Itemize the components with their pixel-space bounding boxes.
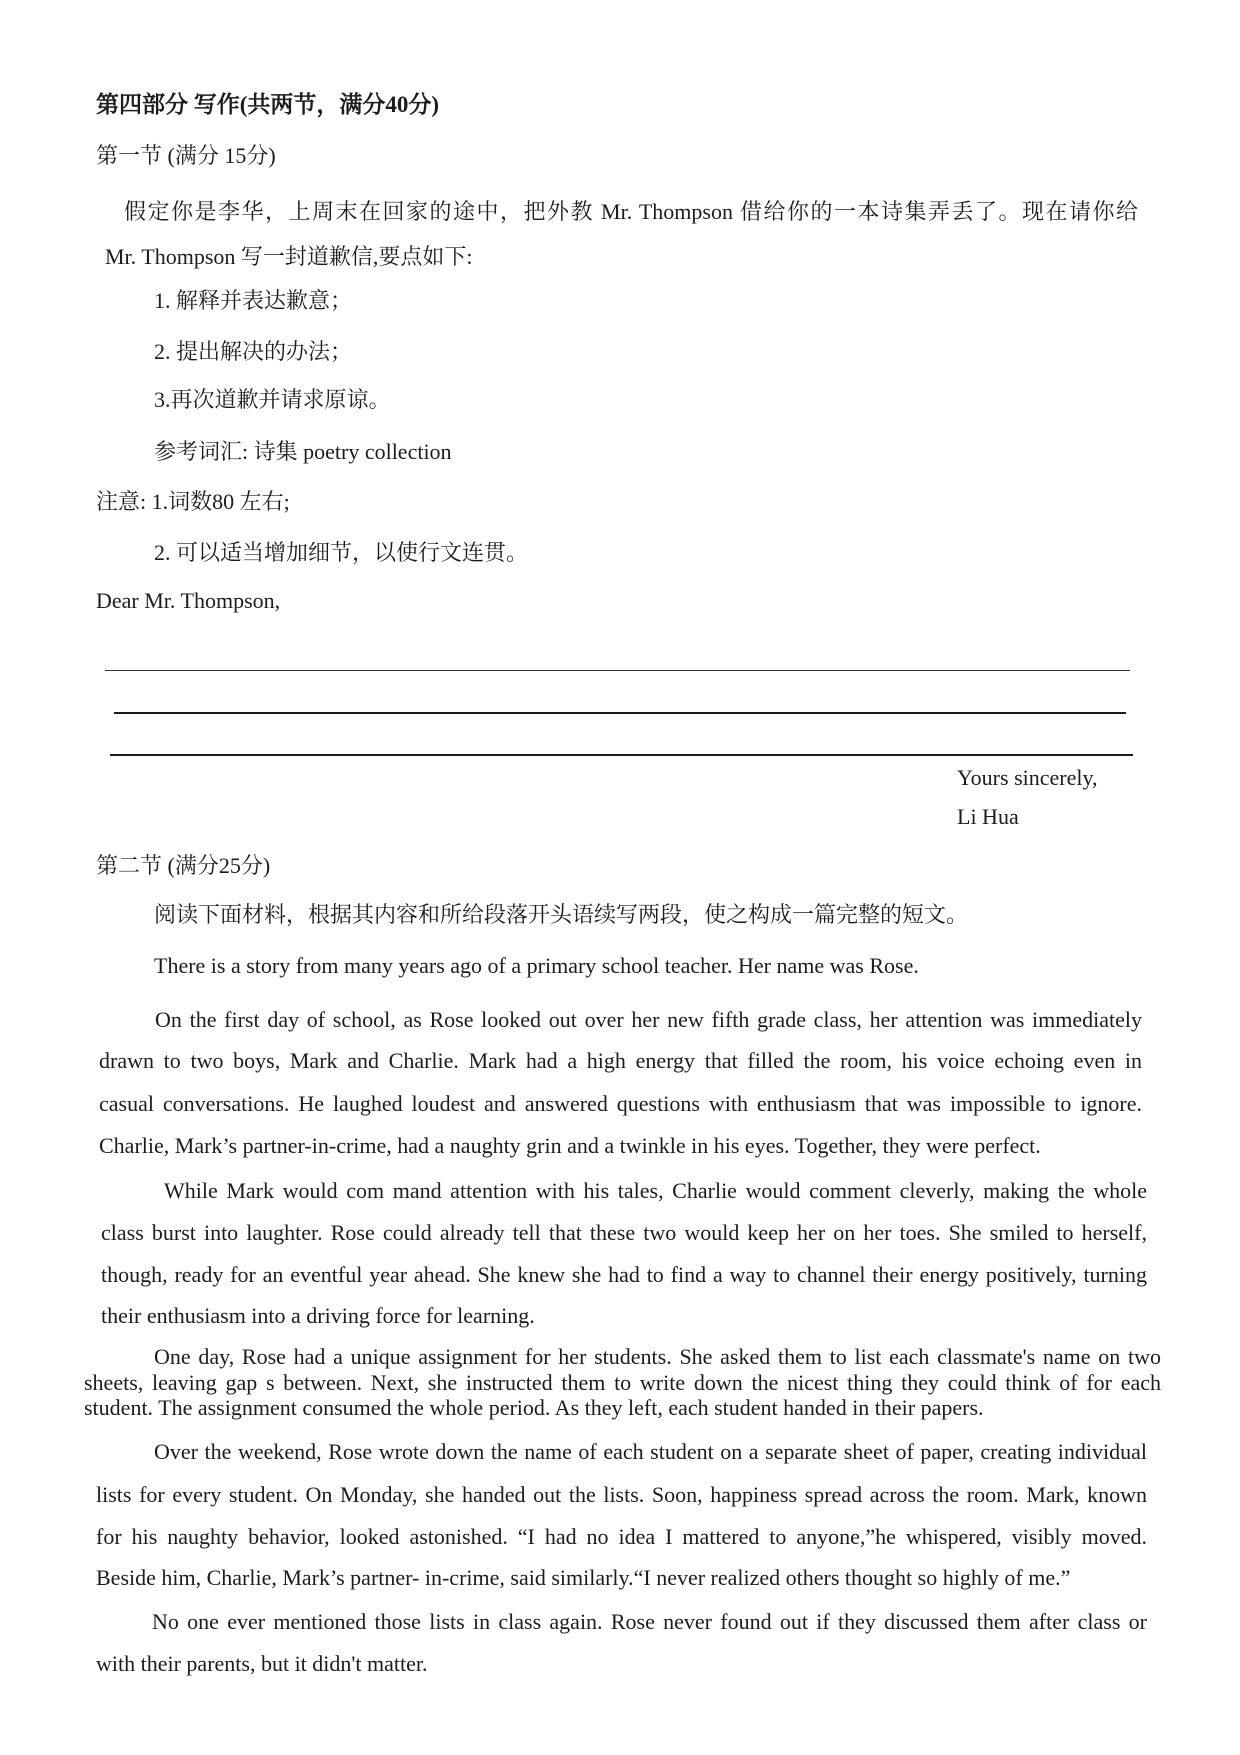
paragraph-line: lists for every student. On Monday, she handed out the lists. Soon, happiness spread across the room. Mark, known [96,1482,1147,1507]
answer-line [114,712,1126,714]
section-2-instruction: 阅读下面材料，根据其内容和所给段落开头语续写两段，使之构成一篇完整的短文。 [154,902,969,927]
paragraph-line: On the first day of school, as Rose looked out over her new fifth grade class, her attention was immediately [155,1007,1142,1032]
note-item: 2. 可以适当增加细节，以使行文连贯。 [154,540,529,565]
note-item: 注意: 1.词数80 左右; [96,489,290,514]
requirement-item: 2. 提出解决的办法； [154,339,353,364]
paragraph-line: No one ever mentioned those lists in class again. Rose never found out if they discussed them after class or [152,1609,1147,1634]
section-2-title: 第二节 (满分25分) [96,853,271,878]
paragraph-line: their enthusiasm into a driving force for learning. [101,1303,535,1328]
paragraph-line: Beside him, Charlie, Mark’s partner- in-crime, said similarly.“I never realized others thought so highly of me.” [96,1565,1071,1590]
answer-line [105,670,1130,671]
answer-line [110,754,1133,756]
paragraph-line: casual conversations. He laughed loudest and answered questions with enthusiasm that was impossible to ignore. [99,1091,1142,1116]
prompt-line: Mr. Thompson 写一封道歉信,要点如下: [105,244,473,269]
paragraph-line: drawn to two boys, Mark and Charlie. Mark had a high energy that filled the room, his voice echoing even in [99,1048,1142,1073]
paragraph-line: Over the weekend, Rose wrote down the name of each student on a separate sheet of paper, creating individual [154,1439,1147,1464]
requirement-item: 1. 解释并表达歉意； [154,288,353,313]
paragraph-line: for his naughty behavior, looked astonished. “I had no idea I mattered to anyone,”he whispered, visibly moved. [96,1524,1147,1549]
paragraph-line: with their parents, but it didn't matter. [96,1651,428,1676]
paragraph-line: sheets, leaving gap s between. Next, she instructed them to write down the nicest thing they could think of for each [84,1370,1161,1395]
paragraph-line: While Mark would com mand attention with his tales, Charlie would comment cleverly, making the whole [164,1178,1147,1203]
paragraph-line: class burst into laughter. Rose could already tell that these two would keep her on her toes. She smiled to herself, [101,1220,1147,1245]
part-title: 第四部分 写作(共两节，满分40分) [96,92,440,117]
letter-signature: Li Hua [957,804,1019,829]
prompt-line: 假定你是李华，上周末在回家的途中，把外教 Mr. Thompson 借给你的一本诗集弄丢了。现在请你给 [124,199,1138,224]
reference-vocabulary: 参考词汇: 诗集 poetry collection [154,439,452,464]
paragraph-line: Charlie, Mark’s partner-in-crime, had a naughty grin and a twinkle in his eyes. Together, they were perfect. [99,1133,1041,1158]
section-1-title: 第一节 (满分 15分) [96,143,276,168]
paragraph-line: student. The assignment consumed the whole period. As they left, each student handed in their papers. [84,1395,984,1420]
letter-salutation: Dear Mr. Thompson, [96,588,281,613]
paragraph-line: though, ready for an eventful year ahead. She knew she had to find a way to channel their energy positively, turning [101,1262,1147,1287]
story-intro: There is a story from many years ago of a primary school teacher. Her name was Rose. [154,953,919,978]
requirement-item: 3.再次道歉并请求原谅。 [154,387,391,412]
letter-closing: Yours sincerely, [957,765,1098,790]
paragraph-line: One day, Rose had a unique assignment for her students. She asked them to list each classmate's name on two [154,1344,1161,1369]
